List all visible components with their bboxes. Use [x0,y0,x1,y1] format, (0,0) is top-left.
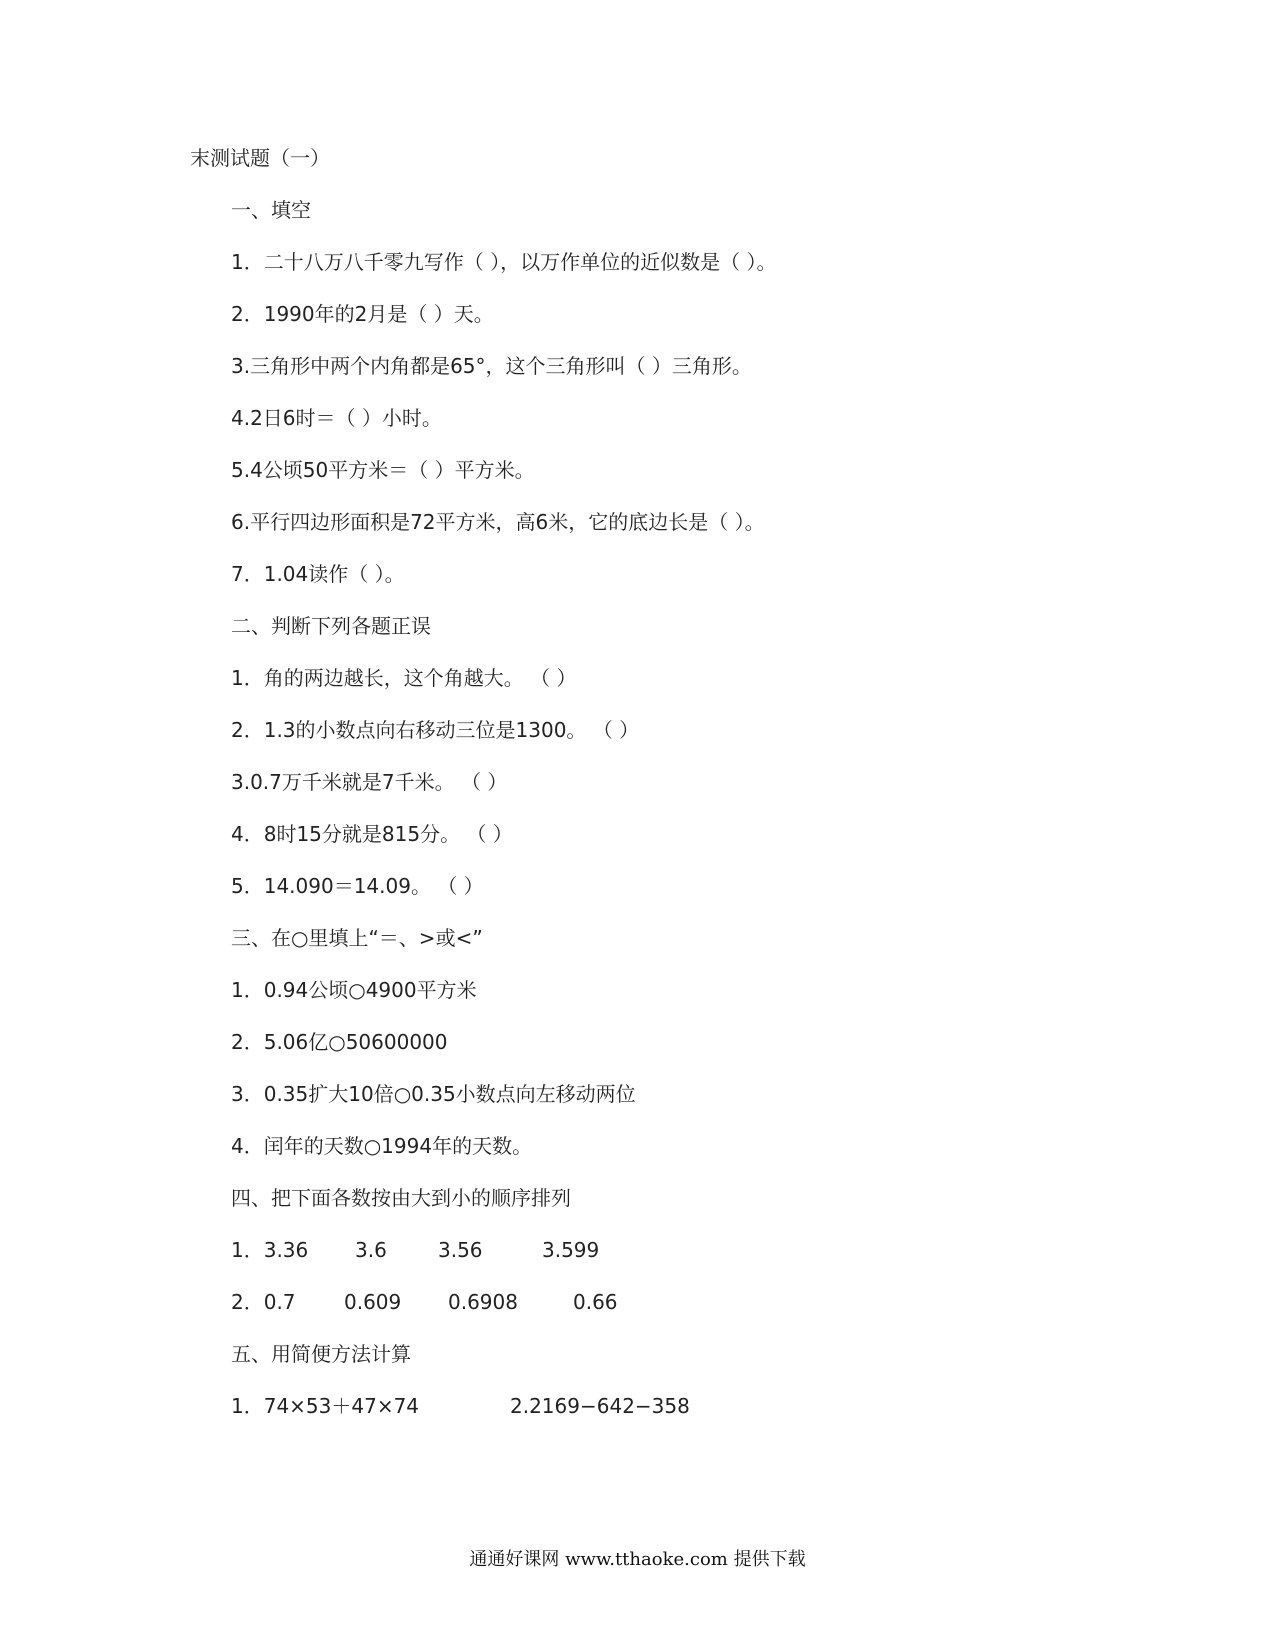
question-item: 3.三角形中两个内角都是65°，这个三角形叫（ ）三角形。 [231,354,752,378]
question-item: 4．闰年的天数○1994年的天数。 [231,1134,533,1158]
number-value: 0.6908 [448,1290,518,1314]
question-item: 7．1.04读作（ ）。 [231,562,405,586]
document-title: 末测试题（一） [190,146,330,170]
calculation-item: 2.2169−642−358 [510,1394,690,1418]
question-item: 5.4公顷50平方米＝（ ）平方米。 [231,458,535,482]
footer-credit: 通通好课网 www.tthaoke.com 提供下载 [469,1549,806,1570]
section-heading-fill-blank: 一、填空 [231,198,311,222]
number-value: 3.56 [438,1238,483,1262]
question-item: 3．0.35扩大10倍○0.35小数点向左移动两位 [231,1082,636,1106]
section-heading-ordering: 四、把下面各数按由大到小的顺序排列 [231,1186,571,1210]
question-item: 1．0.94公顷○4900平方米 [231,978,477,1002]
question-item: 1．角的两边越长，这个角越大。 （ ） [231,666,577,690]
number-value: 0.66 [573,1290,618,1314]
number-value: 0.609 [344,1290,402,1314]
question-item: 4.2日6时＝（ ）小时。 [231,406,442,430]
section-heading-calculation: 五、用简便方法计算 [231,1342,411,1366]
question-item: 6.平行四边形面积是72平方米，高6米，它的底边长是（ ）。 [231,510,765,534]
calculation-item: 1．74×53＋47×74 [231,1394,420,1418]
number-value: 3.6 [355,1238,387,1262]
question-item: 2．5.06亿○50600000 [231,1030,448,1054]
number-value: 3.599 [542,1238,600,1262]
question-item: 2．1990年的2月是（ ）天。 [231,302,494,326]
question-item: 2．1.3的小数点向右移动三位是1300。 （ ） [231,718,640,742]
section-heading-compare: 三、在○里填上“＝、>或<” [231,926,483,950]
question-item: 3.0.7万千米就是7千米。 （ ） [231,770,508,794]
question-item: 1．二十八万八千零九写作（ ），以万作单位的近似数是（ ）。 [231,250,777,274]
question-item: 5．14.090＝14.09。 （ ） [231,874,484,898]
number-value: 1．3.36 [231,1238,309,1262]
number-value: 2．0.7 [231,1290,296,1314]
section-heading-true-false: 二、判断下列各题正误 [231,614,431,638]
question-item: 4．8时15分就是815分。 （ ） [231,822,513,846]
